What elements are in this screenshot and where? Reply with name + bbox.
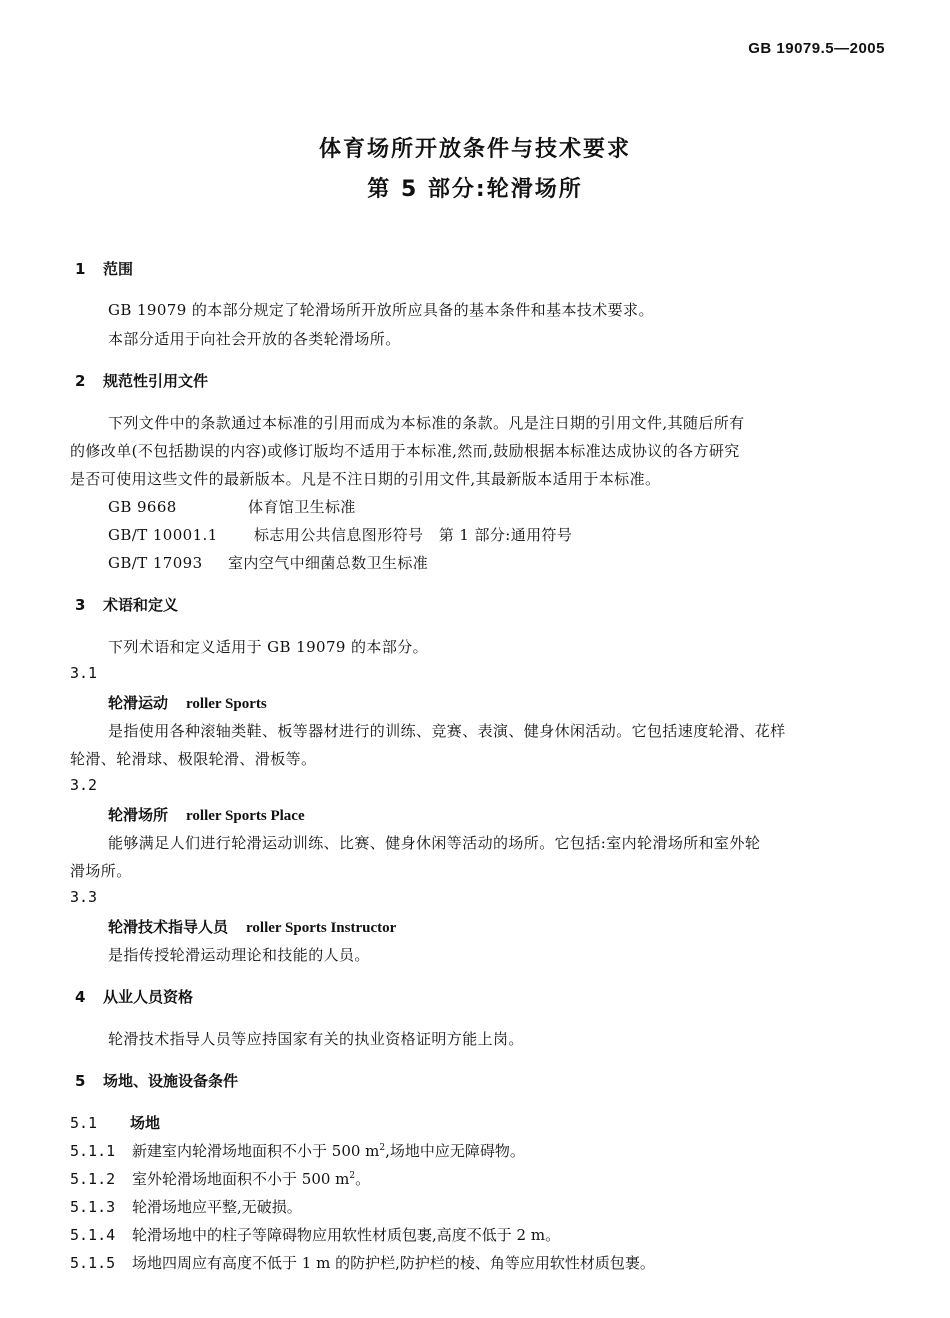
clause-number: 5.1.2 <box>70 1170 116 1188</box>
clause-item <box>70 1196 302 1217</box>
paragraph-line: 是否可使用这些文件的最新版本。凡是不注日期的引用文件,其最新版本适用于本标准。 <box>70 470 661 488</box>
paragraph: 下列术语和定义适用于 GB 19079 的本部分。 <box>108 638 429 656</box>
term-zh: 轮滑技术指导人员 <box>108 918 229 936</box>
term-en: roller Sports Place <box>186 808 305 824</box>
section-title: 规范性引用文件 <box>103 372 209 390</box>
section-title: 术语和定义 <box>103 596 179 614</box>
term-en: roller Sports <box>186 696 267 712</box>
term-definition-line: 能够满足人们进行轮滑运动训练、比赛、健身休闲等活动的场所。它包括:室内轮滑场所和室外轮 <box>108 834 761 852</box>
clause-item <box>70 1168 370 1189</box>
standard-code: GB 19079.5—2005 <box>748 40 885 57</box>
section-title: 场地、设施设备条件 <box>103 1072 239 1090</box>
section-heading-normative-references <box>75 370 208 391</box>
term-zh: 轮滑场所 <box>108 806 169 824</box>
term-title <box>108 804 305 825</box>
reference-code: GB/T 17093 <box>108 554 203 572</box>
subsection-title: 场地 <box>130 1114 161 1132</box>
paragraph: GB 19079 的本部分规定了轮滑场所开放所应具备的基本条件和基本技术要求。 <box>108 301 654 319</box>
reference-item <box>108 496 356 517</box>
clause-number: 5.1.3 <box>70 1198 116 1216</box>
reference-item <box>108 524 572 545</box>
clause-text: 新建室内轮滑场地面积不小于 500 m <box>132 1142 380 1160</box>
term-definition-line: 滑场所。 <box>70 862 132 880</box>
paragraph: 轮滑技术指导人员等应持国家有关的执业资格证明方能上岗。 <box>108 1030 524 1048</box>
section-number: 4 <box>75 988 86 1006</box>
term-number: 3.1 <box>70 664 98 682</box>
section-title: 范围 <box>103 260 134 278</box>
term-number: 3.3 <box>70 888 98 906</box>
section-heading-venue-facilities <box>75 1070 238 1091</box>
term-definition-line: 是指使用各种滚轴类鞋、板等器材进行的训练、竞赛、表演、健身休闲活动。它包括速度轮滑、花样 <box>108 722 786 740</box>
clause-item <box>70 1252 655 1273</box>
clause-number: 5.1.5 <box>70 1254 116 1272</box>
clause-item <box>70 1140 525 1161</box>
term-title <box>108 916 396 937</box>
reference-item <box>108 552 428 573</box>
section-number: 2 <box>75 372 86 390</box>
term-zh: 轮滑运动 <box>108 694 169 712</box>
section-heading-qualifications <box>75 986 193 1007</box>
reference-code: GB/T 10001.1 <box>108 526 218 544</box>
clause-text-tail: ,场地中应无障碍物。 <box>385 1142 525 1160</box>
clause-text: 场地四周应有高度不低于 1 m 的防护栏,防护栏的棱、角等应用软性材质包裹。 <box>132 1254 655 1272</box>
subsection-number: 5.1 <box>70 1114 98 1132</box>
section-title: 从业人员资格 <box>103 988 194 1006</box>
reference-title: 体育馆卫生标准 <box>248 498 356 516</box>
term-title <box>108 692 267 713</box>
document-subtitle: 第 5 部分:轮滑场所 <box>367 177 583 202</box>
clause-number: 5.1.1 <box>70 1142 116 1160</box>
paragraph-line: 的修改单(不包括勘误的内容)或修订版均不适用于本标准,然而,鼓励根据本标准达成协议的各方研究 <box>70 442 740 460</box>
reference-title: 室内空气中细菌总数卫生标准 <box>228 554 429 572</box>
clause-number: 5.1.4 <box>70 1226 116 1244</box>
reference-title: 标志用公共信息图形符号 第 1 部分:通用符号 <box>254 526 573 544</box>
term-definition-line: 轮滑、轮滑球、极限轮滑、滑板等。 <box>70 750 317 768</box>
clause-text: 轮滑场地应平整,无破损。 <box>132 1198 302 1216</box>
section-heading-scope <box>75 258 133 279</box>
clause-item <box>70 1224 560 1245</box>
subsection-heading-venue <box>70 1112 160 1133</box>
document-title: 体育场所开放条件与技术要求 <box>318 137 631 162</box>
term-number: 3.2 <box>70 776 98 794</box>
paragraph: 本部分适用于向社会开放的各类轮滑场所。 <box>108 330 401 348</box>
section-number: 5 <box>75 1072 86 1090</box>
superscript: 2 <box>349 1171 356 1181</box>
superscript: 2 <box>379 1143 386 1153</box>
clause-text: 轮滑场地中的柱子等障碍物应用软性材质包裹,高度不低于 2 m。 <box>132 1226 561 1244</box>
clause-text-tail: 。 <box>355 1170 371 1188</box>
section-number: 3 <box>75 596 86 614</box>
section-heading-terms <box>75 594 178 615</box>
paragraph-line: 下列文件中的条款通过本标准的引用而成为本标准的条款。凡是注日期的引用文件,其随后所有 <box>108 414 745 432</box>
section-number: 1 <box>75 260 86 278</box>
term-definition-line: 是指传授轮滑运动理论和技能的人员。 <box>108 946 370 964</box>
reference-code: GB 9668 <box>108 498 177 516</box>
clause-text: 室外轮滑场地面积不小于 500 m <box>132 1170 350 1188</box>
term-en: roller Sports Instructor <box>246 920 397 936</box>
